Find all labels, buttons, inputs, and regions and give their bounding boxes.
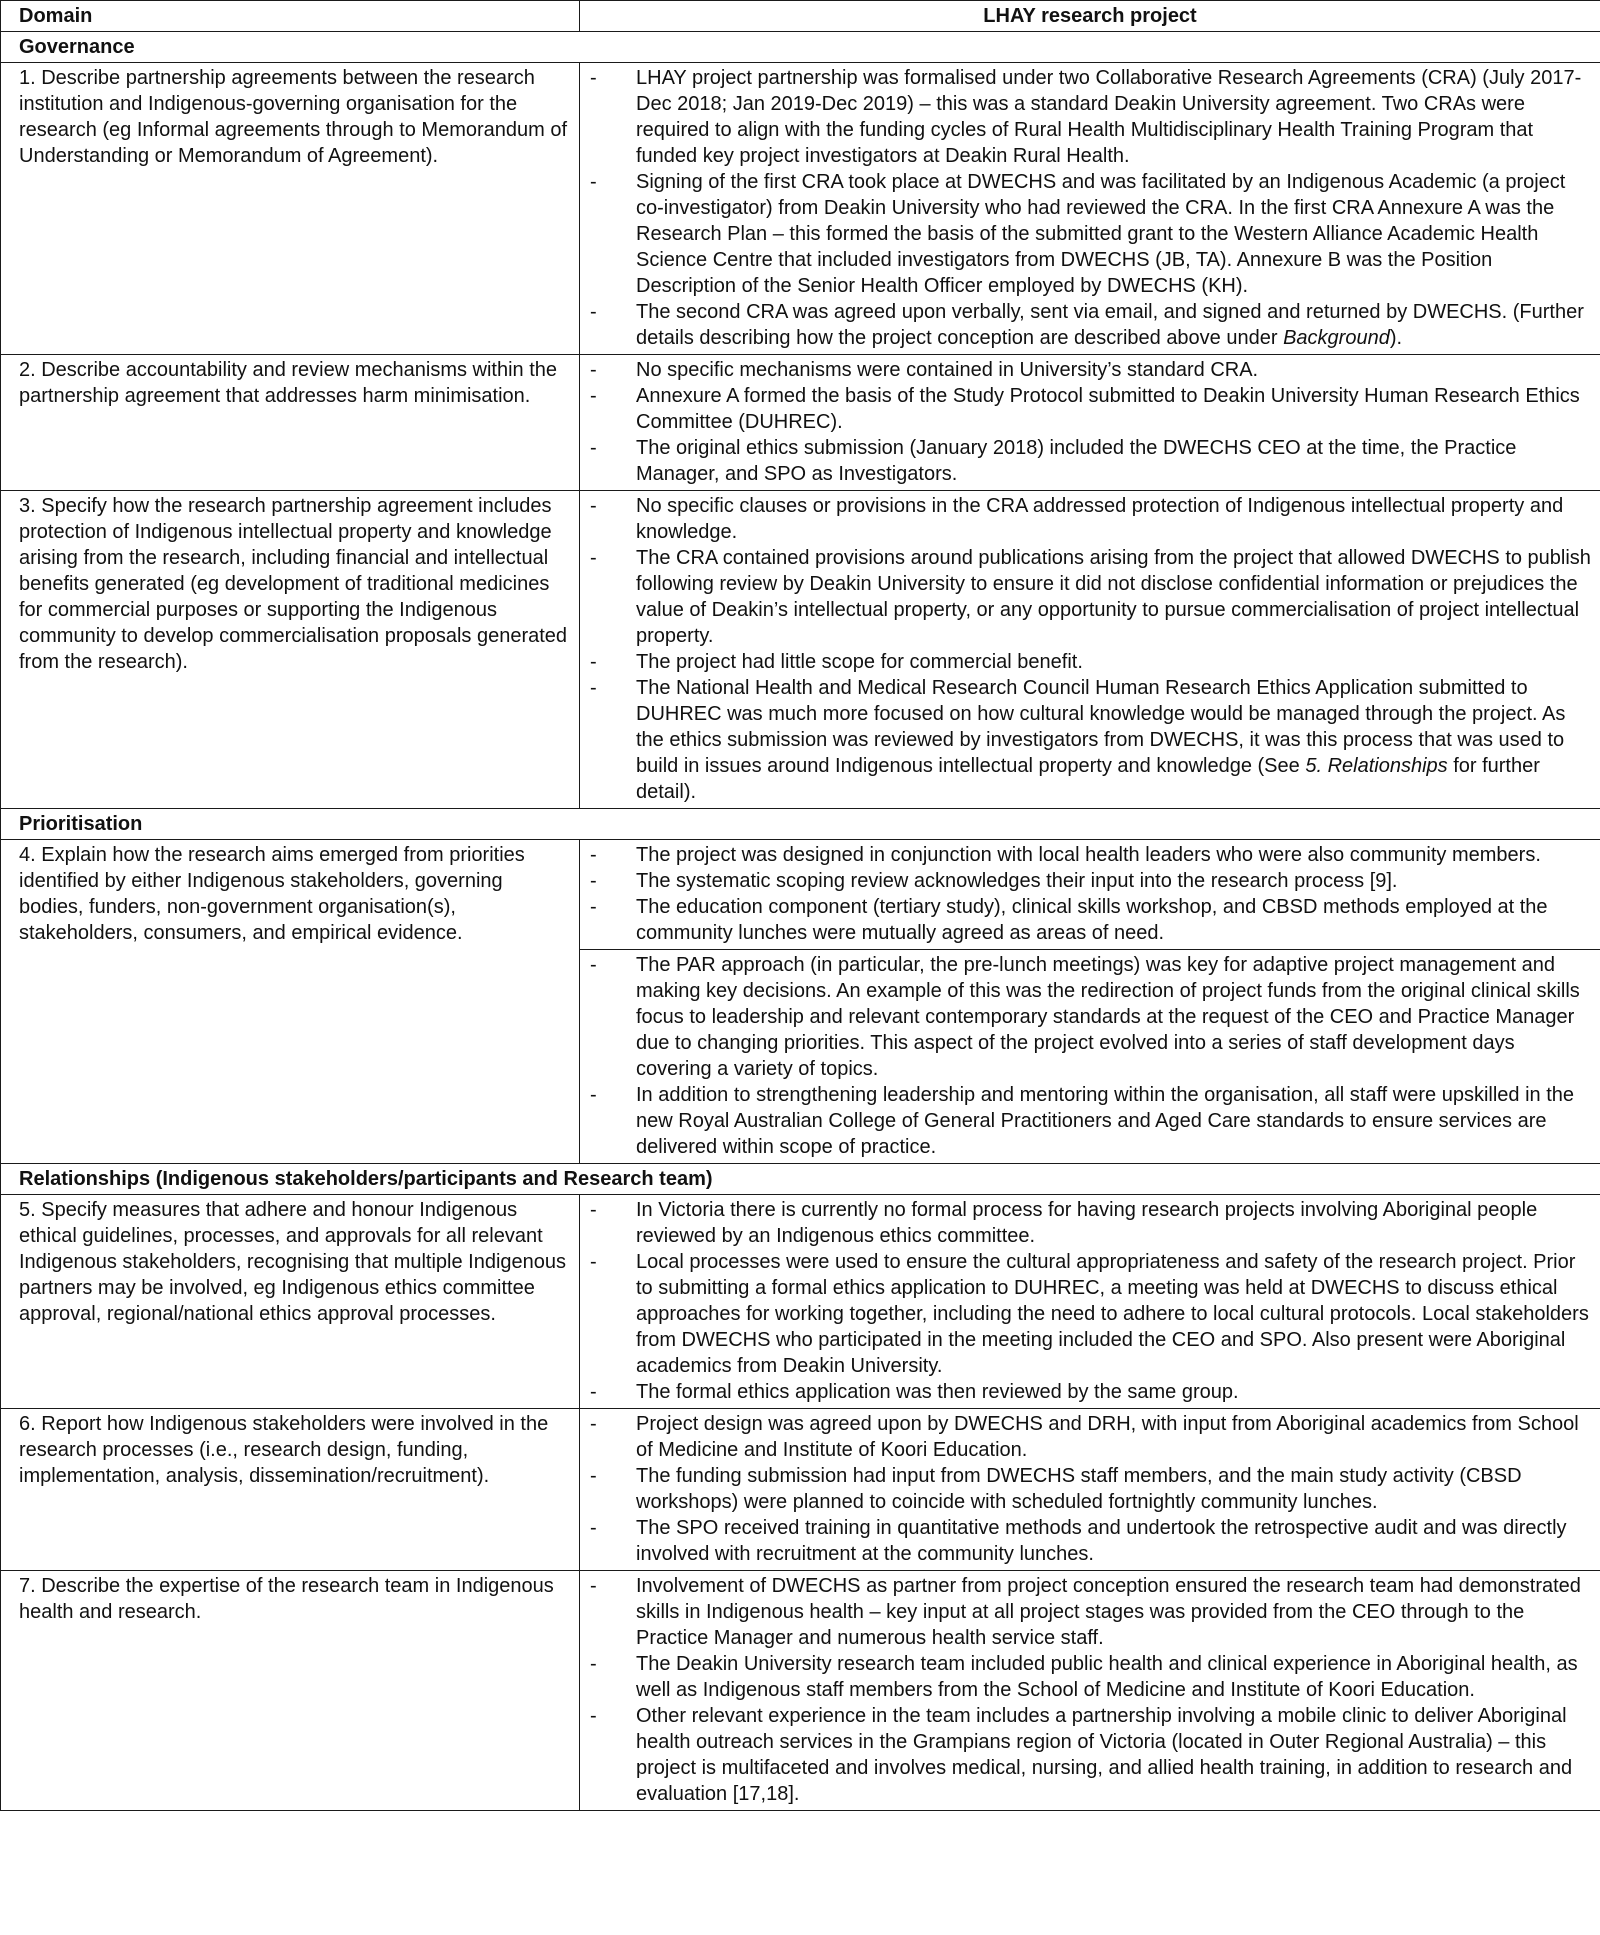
list-item: - No specific mechanisms were contained in University’s standard CRA. (590, 359, 1259, 381)
table-row (1, 63, 1600, 355)
section-prioritisation: Prioritisation (1, 809, 1600, 840)
table-row (1, 840, 1600, 950)
list-item: - Local processes were used to ensure the cultural appropriateness and safety of the research project. Prior to submitting a formal ethics application to DUHREC, a meeting was held at DWECHS to discuss ethical approaches for working together, including the need to adhere to local cultural protocols. Local stakeholders from DWECHS who participated in the meeting included the CEO and SPO. Also present were Aboriginal academics from Deakin University. (590, 1251, 1589, 1377)
list-item: - The Deakin University research team included public health and clinical experience in Aboriginal health, as well as Indigenous staff members from the School of Medicine and Institute of Koori Education. (590, 1653, 1578, 1701)
section-row (1, 1164, 1600, 1195)
item-text: Other relevant experience in the team includes a partnership involving a mobile clinic to deliver Aboriginal health outreach services in the Grampians region of Victoria (located in Outer Regional Australia) – this project is multifaceted and involves medical, nursing, and allied health training, in addition to research and evaluation [17,18]. (636, 1705, 1573, 1805)
project-cell (580, 840, 1600, 950)
item-text: The CRA contained provisions around publications arising from the project that allowed DWECHS to publish following review by Deakin University to ensure it did not disclose confidential information or prejudices the value of Deakin’s intellectual property, or any opportunity to pursue commercialisation of project intellectual property. (636, 547, 1591, 647)
item-text: In addition to strengthening leadership and mentoring within the organisation, all staff were upskilled in the new Royal Australian College of General Practitioners and Aged Care standards to ensure services are delivered within scope of practice. (636, 1084, 1574, 1158)
item-text-post: for further detail). (636, 755, 1540, 803)
project-cell (580, 491, 1600, 809)
list-item: - The systematic scoping review acknowledges their input into the research process [9]. (590, 870, 1398, 892)
list-item: - The funding submission had input from DWECHS staff members, and the main study activity (CBSD workshops) were planned to coincide with scheduled fortnightly community lunches. (590, 1465, 1522, 1513)
domain-cell: 6. Report how Indigenous stakeholders were involved in the research processes (i.e., research design, funding, implementation, analysis, dissemination/recruitment). (1, 1409, 580, 1571)
item-text: The funding submission had input from DWECHS staff members, and the main study activity (CBSD workshops) were planned to coincide with scheduled fortnightly community lunches. (636, 1465, 1522, 1513)
item-text-post: ). (1389, 327, 1403, 349)
list-item: - Annexure A formed the basis of the Study Protocol submitted to Deakin University Human Research Ethics Committee (DUHREC). (590, 385, 1580, 433)
bullet-list (590, 952, 1592, 1160)
bullet-list (590, 357, 1592, 487)
list-item: - The project was designed in conjunction with local health leaders who were also community members. (590, 844, 1541, 866)
list-item: - The formal ethics application was then reviewed by the same group. (590, 1381, 1239, 1403)
table-row (1, 1409, 1600, 1571)
bullet-list (590, 493, 1592, 805)
table-row (1, 1571, 1600, 1811)
section-row (1, 809, 1600, 840)
list-item: - The CRA contained provisions around publications arising from the project that allowed DWECHS to publish following review by Deakin University to ensure it did not disclose confidential information or prejudices the value of Deakin’s intellectual property, or any opportunity to pursue commercialisation of project intellectual property. (590, 547, 1591, 647)
item-text: No specific mechanisms were contained in University’s standard CRA. (636, 359, 1259, 381)
table-row (1, 1195, 1600, 1409)
list-item: - Involvement of DWECHS as partner from project conception ensured the research team had demonstrated skills in Indigenous health – key input at all project stages was provided from the CEO through to the Practice Manager and numerous health service staff. (590, 1575, 1581, 1649)
list-item: - The education component (tertiary study), clinical skills workshop, and CBSD methods employed at the community lunches were mutually agreed as areas of need. (590, 896, 1548, 944)
header-row (1, 1, 1600, 32)
list-item: - The project had little scope for commercial benefit. (590, 651, 1083, 673)
domain-cell: 1. Describe partnership agreements between the research institution and Indigenous-governing organisation for the research (eg Informal agreements through to Memorandum of Understanding or Memorandum of Agreement). (1, 63, 580, 355)
item-text: The original ethics submission (January 2018) included the DWECHS CEO at the time, the Practice Manager, and SPO as Investigators. (636, 437, 1517, 485)
list-item: - Signing of the first CRA took place at DWECHS and was facilitated by an Indigenous Academic (a project co-investigator) from Deakin University who had reviewed the CRA. In the first CRA Annexure A was the Research Plan – this formed the basis of the submitted grant to the Western Alliance Academic Health Science Centre that included investigators from DWECHS (JB, TA). Annexure B was the Position Description of the Senior Health Officer employed by DWECHS (KH). (590, 171, 1566, 297)
list-item: - LHAY project partnership was formalised under two Collaborative Research Agreements (CRA) (July 2017-Dec 2018; Jan 2019-Dec 2019) – this was a standard Deakin University agreement. Two CRAs were required to align with the funding cycles of Rural Health Multidisciplinary Health Training Program that funded key project investigators at Deakin Rural Health. (590, 67, 1582, 167)
item-text: The project was designed in conjunction with local health leaders who were also community members. (636, 844, 1541, 866)
list-item: - In Victoria there is currently no formal process for having research projects involving Aboriginal people reviewed by an Indigenous ethics committee. (590, 1199, 1538, 1247)
item-text: The project had little scope for commercial benefit. (636, 651, 1083, 673)
item-text: The PAR approach (in particular, the pre-lunch meetings) was key for adaptive project management and making key decisions. An example of this was the redirection of project funds from the original clinical skills focus to leadership and relevant contemporary standards at the request of the CEO and Practice Manager due to changing priorities. This aspect of the project evolved into a series of staff development days covering a variety of topics. (636, 954, 1580, 1080)
project-cell (580, 1571, 1600, 1811)
project-cell (580, 1409, 1600, 1571)
item-text-pre: The National Health and Medical Research Council Human Research Ethics Application submitted to DUHREC was much more focused on how cultural knowledge would be managed through the project. As the ethics submission was reviewed by investigators from DWECHS, it was this process that was used to build in issues around Indigenous intellectual property and knowledge (See (636, 677, 1566, 777)
list-item: - In addition to strengthening leadership and mentoring within the organisation, all staff were upskilled in the new Royal Australian College of General Practitioners and Aged Care standards to ensure services are delivered within scope of practice. (590, 1084, 1574, 1158)
domain-cell: 5. Specify measures that adhere and honour Indigenous ethical guidelines, processes, and approvals for all relevant Indigenous stakeholders, recognising that multiple Indigenous partners may be involved, eg Indigenous ethics committee approval, regional/national ethics approval processes. (1, 1195, 580, 1409)
item-text: No specific clauses or provisions in the CRA addressed protection of Indigenous intellectual property and knowledge. (636, 495, 1564, 543)
item-text: The Deakin University research team included public health and clinical experience in Aboriginal health, as well as Indigenous staff members from the School of Medicine and Institute of Koori Education. (636, 1653, 1578, 1701)
bullet-list (590, 1573, 1592, 1807)
list-item: - Other relevant experience in the team includes a partnership involving a mobile clinic to deliver Aboriginal health outreach services in the Grampians region of Victoria (located in Outer Regional Australia) – this project is multifaceted and involves medical, nursing, and allied health training, in addition to research and evaluation [17,18]. (590, 1705, 1573, 1805)
project-cell (580, 950, 1600, 1164)
list-item: - The second CRA was agreed upon verbally, sent via email, and signed and returned by DWECHS. (Further details describing how the project conception are described above under Background). (590, 301, 1584, 349)
section-relationships: Relationships (Indigenous stakeholders/participants and Research team) (1, 1164, 1600, 1195)
item-text: Annexure A formed the basis of the Study Protocol submitted to Deakin University Human Research Ethics Committee (DUHREC). (636, 385, 1580, 433)
table-row (1, 491, 1600, 809)
list-item: - The original ethics submission (January 2018) included the DWECHS CEO at the time, the Practice Manager, and SPO as Investigators. (590, 437, 1517, 485)
header-project: LHAY research project (580, 1, 1600, 32)
project-cell (580, 1195, 1600, 1409)
domain-cell: 2. Describe accountability and review mechanisms within the partnership agreement that addresses harm minimisation. (1, 355, 580, 491)
section-governance: Governance (1, 32, 1600, 63)
project-cell (580, 63, 1600, 355)
table-row (1, 355, 1600, 491)
bullet-list (590, 1197, 1592, 1405)
section-row (1, 32, 1600, 63)
item-text: Project design was agreed upon by DWECHS and DRH, with input from Aboriginal academics from School of Medicine and Institute of Koori Education. (636, 1413, 1579, 1461)
item-text: LHAY project partnership was formalised under two Collaborative Research Agreements (CRA) (July 2017-Dec 2018; Jan 2019-Dec 2019) – this was a standard Deakin University agreement. Two CRAs were required to align with the funding cycles of Rural Health Multidisciplinary Health Training Program that funded key project investigators at Deakin Rural Health. (636, 67, 1582, 167)
list-item: - Project design was agreed upon by DWECHS and DRH, with input from Aboriginal academics from School of Medicine and Institute of Koori Education. (590, 1413, 1579, 1461)
item-text: Signing of the first CRA took place at DWECHS and was facilitated by an Indigenous Academic (a project co-investigator) from Deakin University who had reviewed the CRA. In the first CRA Annexure A was the Research Plan – this formed the basis of the submitted grant to the Western Alliance Academic Health Science Centre that included investigators from DWECHS (JB, TA). Annexure B was the Position Description of the Senior Health Officer employed by DWECHS (KH). (636, 171, 1566, 297)
item-text: The education component (tertiary study), clinical skills workshop, and CBSD methods employed at the community lunches were mutually agreed as areas of need. (636, 896, 1548, 944)
item-text: In Victoria there is currently no formal process for having research projects involving Aboriginal people reviewed by an Indigenous ethics committee. (636, 1199, 1538, 1247)
bullet-list (590, 842, 1592, 946)
item-text: The SPO received training in quantitative methods and undertook the retrospective audit and was directly involved with recruitment at the community lunches. (636, 1517, 1567, 1565)
project-cell (580, 355, 1600, 491)
bullet-list (590, 1411, 1592, 1567)
domain-cell: 3. Specify how the research partnership agreement includes protection of Indigenous intellectual property and knowledge arising from the research, including financial and intellectual benefits generated (eg development of traditional medicines for commercial purposes or supporting the Indigenous community to develop commercialisation proposals generated from the research). (1, 491, 580, 809)
item-text-pre: The second CRA was agreed upon verbally, sent via email, and signed and returned by DWECHS. (Further details describing how the project conception are described above under (636, 301, 1584, 349)
list-item: - The National Health and Medical Research Council Human Research Ethics Application submitted to DUHREC was much more focused on how cultural knowledge would be managed through the project. As the ethics submission was reviewed by investigators from DWECHS, it was this process that was used to build in issues around Indigenous intellectual property and knowledge (See 5. Relationships for further detail). (590, 677, 1566, 803)
item-text-em: Background (1283, 327, 1390, 349)
bullet-list (590, 65, 1592, 351)
item-text-em: 5. Relationships (1305, 755, 1448, 777)
item-text: Local processes were used to ensure the cultural appropriateness and safety of the research project. Prior to submitting a formal ethics application to DUHREC, a meeting was held at DWECHS to discuss ethical approaches for working together, including the need to adhere to local cultural protocols. Local stakeholders from DWECHS who participated in the meeting included the CEO and SPO. Also present were Aboriginal academics from Deakin University. (636, 1251, 1589, 1377)
domain-cell: 7. Describe the expertise of the research team in Indigenous health and research. (1, 1571, 580, 1811)
domain-cell: 4. Explain how the research aims emerged from priorities identified by either Indigenous stakeholders, governing bodies, funders, non-government organisation(s), stakeholders, consumers, and empirical evidence. (1, 840, 580, 1164)
item-text: Involvement of DWECHS as partner from project conception ensured the research team had demonstrated skills in Indigenous health – key input at all project stages was provided from the CEO through to the Practice Manager and numerous health service staff. (636, 1575, 1581, 1649)
item-text: The formal ethics application was then reviewed by the same group. (636, 1381, 1239, 1403)
item-text: The systematic scoping review acknowledges their input into the research process [9]. (636, 870, 1398, 892)
list-item: - The PAR approach (in particular, the pre-lunch meetings) was key for adaptive project management and making key decisions. An example of this was the redirection of project funds from the original clinical skills focus to leadership and relevant contemporary standards at the request of the CEO and Practice Manager due to changing priorities. This aspect of the project evolved into a series of staff development days covering a variety of topics. (590, 954, 1580, 1080)
list-item: - No specific clauses or provisions in the CRA addressed protection of Indigenous intellectual property and knowledge. (590, 495, 1564, 543)
list-item: - The SPO received training in quantitative methods and undertook the retrospective audit and was directly involved with recruitment at the community lunches. (590, 1517, 1567, 1565)
header-domain: Domain (1, 1, 580, 32)
